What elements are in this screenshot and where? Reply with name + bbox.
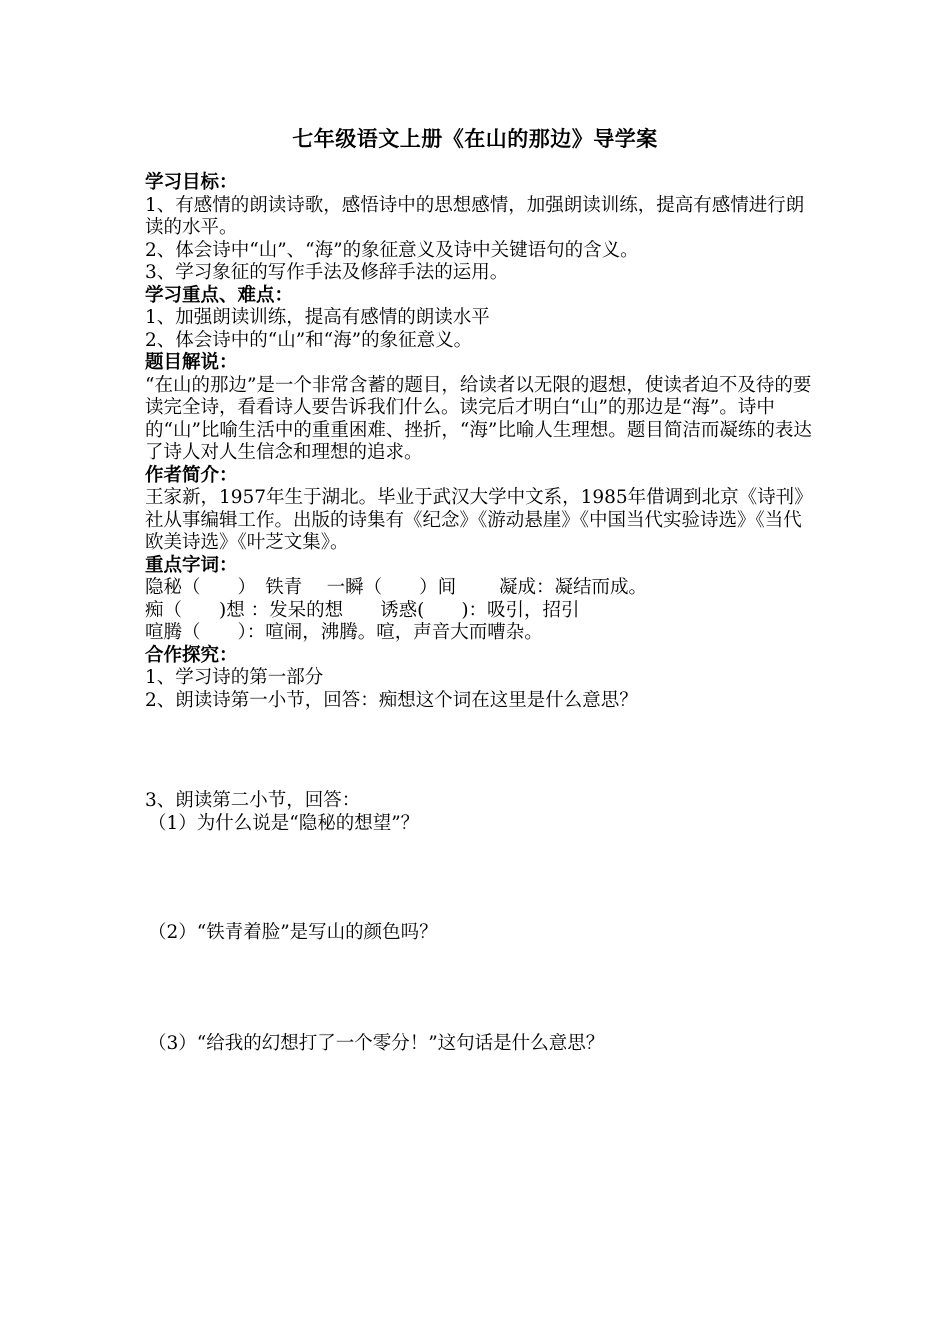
explore-heading: 合作探究： xyxy=(145,644,238,666)
document-title: 七年级语文上册《在山的那边》导学案 xyxy=(292,126,658,151)
explore-question-2: 2、朗读诗第一小节，回答：痴想这个词在这里是什么意思？ xyxy=(145,689,638,711)
goal-item-3: 3、学习象征的写作手法及修辞手法的运用。 xyxy=(145,262,509,283)
vocab-line-3: 喧腾（ ）：喧闹，沸腾。喧，声音大而嘈杂。 xyxy=(145,622,543,643)
sub-question-3: （3）“给我的幻想打了一个零分！”这句话是什么意思？ xyxy=(148,1032,605,1054)
vocab-line-2: 痴（ )想 ：发呆的想 诱惑( )：吸引，招引 xyxy=(145,599,580,621)
vocab-line-1: 隐秘（ ） 铁青 一瞬（ ）间 凝成：凝结而成。 xyxy=(145,577,648,598)
goal-item-2: 2、体会诗中“山”、“海”的象征意义及诗中关键语句的含义。 xyxy=(145,239,639,261)
document-body xyxy=(145,172,815,1055)
goals-heading: 学习目标： xyxy=(145,172,238,193)
vocab-heading: 重点字词： xyxy=(145,554,238,576)
sub-question-2: （2）“铁青着脸”是写山的颜色吗？ xyxy=(148,922,438,943)
author-text: 王家新，1957年生于湖北。毕业于武汉大学中文系，1985年借调到北京《诗刊》社从事编辑工作。出版的诗集有《纪念》《游动悬崖》《中国当代实验诗选》《当代欧美诗选》《叶芝文集》。 xyxy=(145,487,813,553)
key-point-1: 1、加强朗读训练，提高有感情的朗读水平 xyxy=(145,307,490,328)
explore-question-3: 3、朗读第二小节，回答： xyxy=(145,790,361,811)
goal-item-1: 1、有感情的朗读诗歌，感悟诗中的思想感情，加强朗读训练，提高有感情进行朗读的水平。 xyxy=(145,194,805,238)
title-explain-text: “在山的那边”是一个非常含蓄的题目，给读者以无限的遐想，使读者迫不及待的要读完全诗，看看诗人要告诉我们什么。读完后才明白“山”的那边是“海”。诗中的“山”比喻生活中的重重困难、挫折，“海”比喻人生理想。题目简洁而凝练的表达了诗人对人生信念和理想的追求。 xyxy=(145,374,812,463)
answer-space xyxy=(145,835,815,922)
answer-space xyxy=(145,712,815,790)
sub-question-1: （1）为什么说是“隐秘的想望”？ xyxy=(148,812,420,834)
author-heading: 作者简介： xyxy=(145,464,238,486)
title-explain-heading: 题目解说： xyxy=(145,352,238,373)
key-point-2: 2、体会诗中的“山”和“海”的象征意义。 xyxy=(145,329,473,351)
key-points-heading: 学习重点、难点： xyxy=(145,284,294,306)
explore-question-1: 1、学习诗的第一部分 xyxy=(145,667,324,688)
answer-space xyxy=(145,945,815,1033)
